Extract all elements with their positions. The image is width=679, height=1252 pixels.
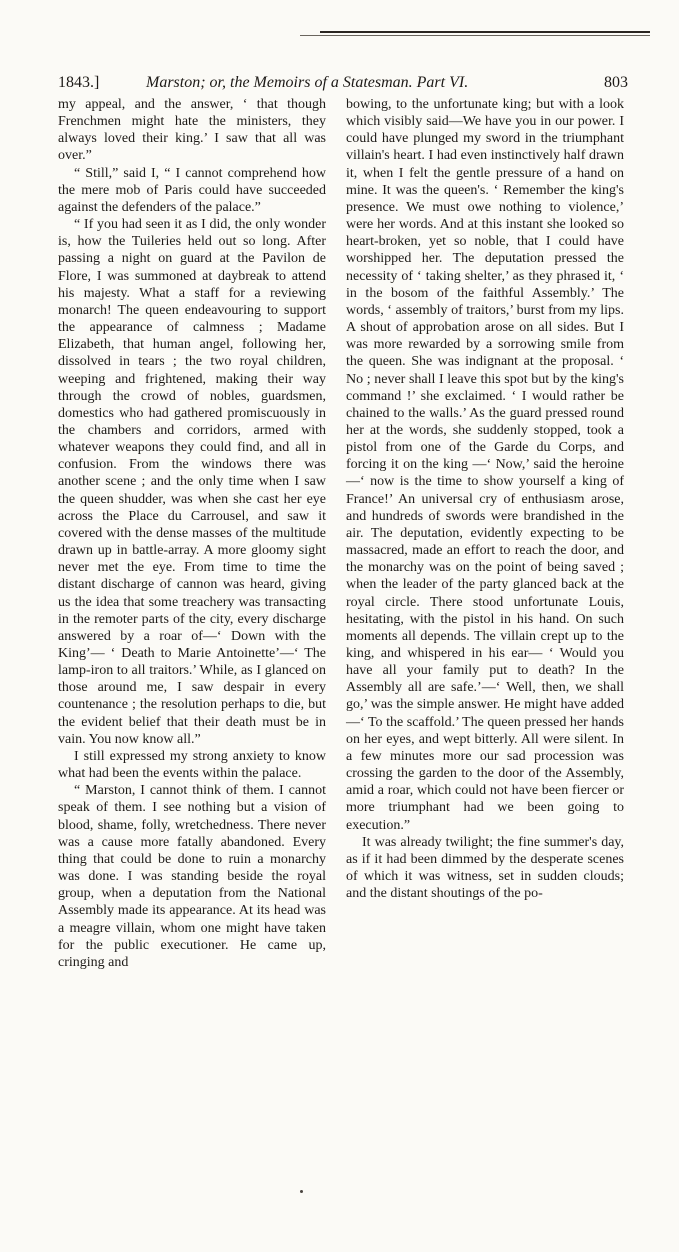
right-column [346, 96, 624, 902]
paragraph: bowing, to the unfortunate king; but with a look which visibly said—We have you in our power. I could have plunged my sword in the triumphant villain's heart. I had even instinctively half drawn it, when I felt the gentle pressure of a hand on mine. It was the queen's. ‘ Remember the king's presence. We must owe nothing to violence,’ were her words. And at this instant she looked so heart-broken, yet so noble, that I could have worshipped her. The deputation pressed the necessity of ‘ taking shelter,’ as they phrased it, ‘ in the bosom of the faithful Assembly.’ The words, ‘ assembly of traitors,’ burst from my lips. A shout of approbation arose on all sides. But I was more rewarded by a sorrowing smile from the queen. She was indignant at the proposal. ‘ No ; never shall I leave this spot but by the king's command !’ she exclaimed. ‘ I would rather be chained to the walls.’ As the guard pressed round her at the words, she suddenly stopped, took a pistol from one of the Garde du Corps, and forcing it on the king —‘ Now,’ said the heroine—‘ now is the time to show yourself a king of France!’ An universal cry of enthusiasm arose, and hundreds of swords were brandished in the air. The deputation, evidently expecting to be massacred, made an effort to reach the door, and the monarchy was on the point of being saved ; when the leader of the party glanced back at the royal circle. There stood unfortunate Louis, hesitating, with the pistol in his hand. On such moments all depends. The villain crept up to the king, and whispered in his ear— ‘ Would you have all your family put to death? In the Assembly all are safe.’—‘ Well, then, we shall go,’ was the simple answer. He might have added—‘ To the scaffold.’ The queen pressed her hands on her eyes, and wept bitterly. All were silent. In a few minutes more our sad procession was crossing the garden to the door of the Assembly, amid a roar, which could not have been fiercer or more triumphant had we been going to execution.” [346, 97, 624, 833]
paragraph: It was already twilight; the fine summer's day, as if it had been dimmed by the desperate scenes of which it was witness, set in sudden clouds; and the distant shoutings of the po- [346, 834, 624, 902]
ink-speck [300, 1190, 303, 1193]
header-running-title: Marston; or, the Memoirs of a Statesman. Part VI. [146, 74, 469, 91]
left-column [58, 96, 326, 971]
paragraph: I still expressed my strong anxiety to know what had been the events within the palace. [58, 748, 326, 782]
running-header [58, 72, 628, 94]
top-rule [320, 31, 650, 33]
page-number: 803 [604, 74, 628, 91]
header-year: 1843.] [58, 74, 100, 91]
paragraph: “ If you had seen it as I did, the only wonder is, how the Tuileries held out so long. After passing a night on guard at the Pavilon de Flore, I was summoned at daybreak to attend his majesty. What a staff for a reviewing monarch! The queen endeavouring to support the appearance of calmness ; Madame Elizabeth, that human angel, following her, dissolved in tears ; the two royal children, weeping and frightened, making their way through the crowd of nobles, guardsmen, domestics who had gathered promiscuously in the chambers and corridors, armed with whatever weapons they could find, and all in confusion. From the windows there was another scene ; and the only time when I saw the queen shudder, was when she cast her eye across the Place du Carrousel, and saw it covered with the dense masses of the multitude drawn up in battle-array. A more gloomy sight never met the eye. From time to time the distant discharge of cannon was heard, giving us the idea that some treachery was transacting in the remoter parts of the city, every discharge answered by a roar of—‘ Down with the King’— ‘ Death to Marie Antoinette’—‘ The lamp-iron to all traitors.’ While, as I glanced on those around me, I saw despair in every countenance ; the resolution perhaps to die, but the evident belief that their death must be in vain. You now know all.” [58, 217, 326, 747]
paragraph: “ Marston, I cannot think of them. I cannot speak of them. I see nothing but a vision of blood, shame, folly, wretchedness. There never was a cause more fatally abandoned. Every thing that could be done to ruin a monarchy was done. I was standing beside the royal group, when a deputation from the National Assembly made its appearance. At its head was a meagre villain, whom one might have taken for the public executioner. He came up, cringing and [58, 783, 326, 970]
top-rule-thin [300, 35, 650, 36]
paragraph: my appeal, and the answer, ‘ that though Frenchmen might hate the ministers, they always loved their king.’ I saw that all was over.” [58, 97, 326, 164]
paragraph: “ Still,” said I, “ I cannot comprehend how the mere mob of Paris could have succeeded against the defenders of the palace.” [58, 165, 326, 215]
